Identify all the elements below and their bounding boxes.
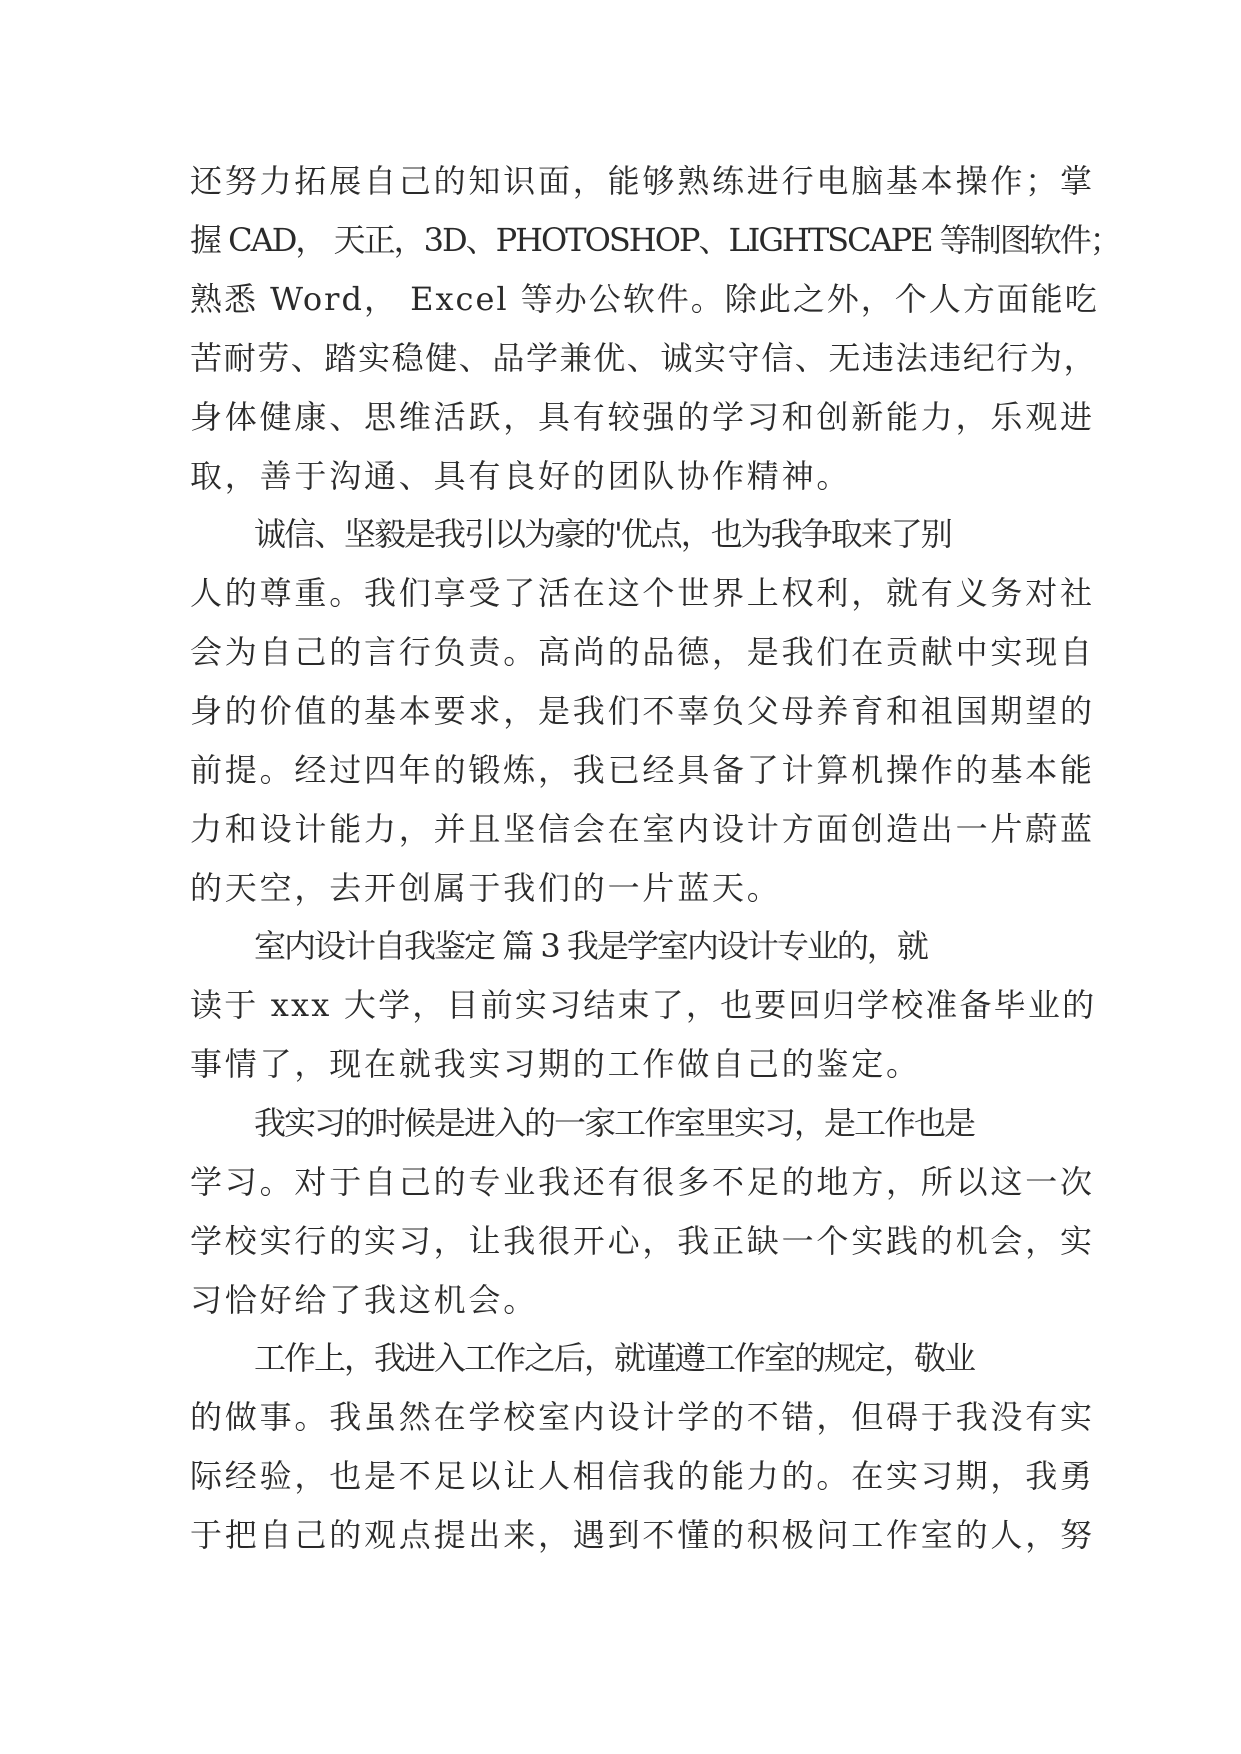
text-line: 际经验，也是不足以让人相信我的能力的。在实习期，我勇 — [190, 1457, 1095, 1495]
text-line: 的做事。我虽然在学校室内设计学的不错，但碍于我没有实 — [190, 1398, 1095, 1436]
text-line: 习恰好给了我这机会。 — [190, 1281, 539, 1319]
text-line: 事情了，现在就我实习期的工作做自己的鉴定。 — [190, 1045, 921, 1083]
text-line: 握 CAD， 天正，3D、PHOTOSHOP、LIGHTSCAPE 等制图软件； — [190, 221, 1120, 259]
text-line: 苦耐劳、踏实稳健、品学兼优、诚实守信、无违法违纪行为， — [190, 339, 1098, 377]
text-line: 会为自己的言行负责。高尚的品德，是我们在贡献中实现自 — [190, 633, 1095, 671]
paragraph-first-line: 我实习的时候是进入的一家工作室里实习，是工作也是 — [254, 1104, 975, 1142]
text-line: 还努力拓展自己的知识面，能够熟练进行电脑基本操作；掌 — [190, 162, 1095, 200]
text-line: 取，善于沟通、具有良好的团队协作精神。 — [190, 457, 852, 495]
text-line: 于把自己的观点提出来，遇到不懂的积极问工作室的人，努 — [190, 1516, 1095, 1554]
text-line: 人的尊重。我们享受了活在这个世界上权利，就有义务对社 — [190, 574, 1095, 612]
text-line: 的天空，去开创属于我们的一片蓝天。 — [190, 869, 782, 907]
text-line: 学习。对于自己的专业我还有很多不足的地方，所以这一次 — [190, 1163, 1095, 1201]
text-line: 熟悉 Word， Excel 等办公软件。除此之外，个人方面能吃 — [190, 280, 1099, 318]
text-line: 前提。经过四年的锻炼，我已经具备了计算机操作的基本能 — [190, 751, 1095, 789]
text-line: 学校实行的实习，让我很开心，我正缺一个实践的机会，实 — [190, 1222, 1095, 1260]
text-line: 身体健康、思维活跃，具有较强的学习和创新能力，乐观进 — [190, 398, 1095, 436]
text-line: 力和设计能力，并且坚信会在室内设计方面创造出一片蔚蓝 — [190, 810, 1095, 848]
text-line: 读于 xxx 大学，目前实习结束了，也要回归学校准备毕业的 — [190, 986, 1097, 1024]
paragraph-first-line: 诚信、坚毅是我引以为豪的'优点，也为我争取来了别 — [254, 515, 951, 553]
text-line: 身的价值的基本要求，是我们不辜负父母养育和祖国期望的 — [190, 692, 1095, 730]
section-heading-line: 室内设计自我鉴定 篇 3 我是学室内设计专业的，就 — [254, 927, 927, 965]
paragraph-first-line: 工作上，我进入工作之后，就谨遵工作室的规定，敬业 — [254, 1339, 975, 1377]
